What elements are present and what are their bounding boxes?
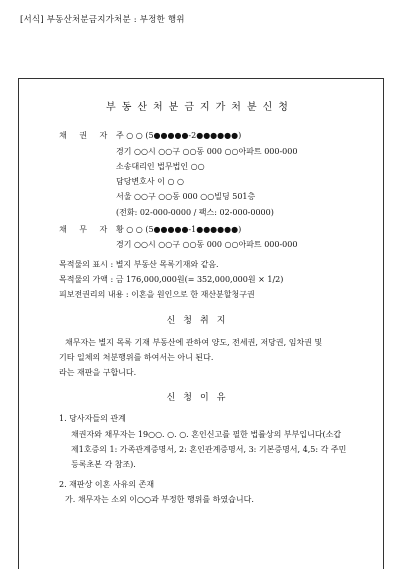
debtor-address: 경기 ○○시 ○○구 ○○동 000 ○○아파트 000-000 [116,240,298,249]
creditor-contact: (전화: 02-000-0000 / 팩스: 02-000-0000) [116,208,274,217]
reason-item-1-line-3: 등록초본 각 참조). [71,460,136,469]
reason-item-1-title: 1. 당사자들의 관계 [59,414,126,423]
creditor-lawyer: 담당변호사 이 ○ ○ [116,177,184,186]
purpose-line-2: 기타 일체의 처분행위를 하여서는 아니 된다. [59,353,214,362]
debtor-name: 황 ○ ○ (5●●●●●-1●●●●●●) [116,225,242,234]
protected-right: 피보전권리의 내용 : 이혼을 원인으로 한 재산분할청구권 [59,290,255,299]
form-caption: [서식] 부동산처분금지가처분 : 부정한 행위 [20,15,185,25]
purpose-heading: 신청취지 [166,316,234,326]
reason-heading: 신청이유 [166,393,234,403]
object-value: 목적물의 가액 : 금 176,000,000원(= 352,000,000원 × 1/2) [59,275,284,284]
creditor-agent: 소송대리인 법무법인 ○○ [116,162,205,171]
reason-item-1-line-1: 채권자와 채무자는 19○○. ○. ○. 혼인신고를 필한 법률상의 부부입니다(소갑 [71,430,342,439]
creditor-address: 경기 ○○시 ○○구 ○○동 000 ○○아파트 000-000 [116,147,298,156]
object-display: 목적물의 표시 : 별지 부동산 목록기재와 같음. [59,260,219,269]
reason-item-1-line-2: 제1호증의 1: 가족관계증명서, 2: 혼인관계증명서, 3: 기본증명서, 4,5: 각 주민 [71,445,347,454]
purpose-line-3: 라는 재판을 구합니다. [59,368,137,377]
purpose-line-1: 채무자는 별지 목록 기재 부동산에 관하여 양도, 전세권, 저당권, 임차권 및 [65,338,323,347]
creditor-name: 주 ○ ○ (5●●●●●-2●●●●●●) [116,131,242,140]
reason-item-2-title: 2. 재판상 이혼 사유의 존재 [59,480,155,489]
creditor-office-address: 서울 ○○구 ○○동 000 ○○빌딩 501층 [116,192,256,201]
reason-item-2-line-1: 가. 채무자는 소외 이○○과 부정한 행위를 하였습니다. [65,495,254,504]
document-title: 부동산처분금지가처분신청 [106,102,294,113]
creditor-label: 채 권 자 [59,131,113,140]
debtor-label: 채 무 자 [59,225,113,234]
